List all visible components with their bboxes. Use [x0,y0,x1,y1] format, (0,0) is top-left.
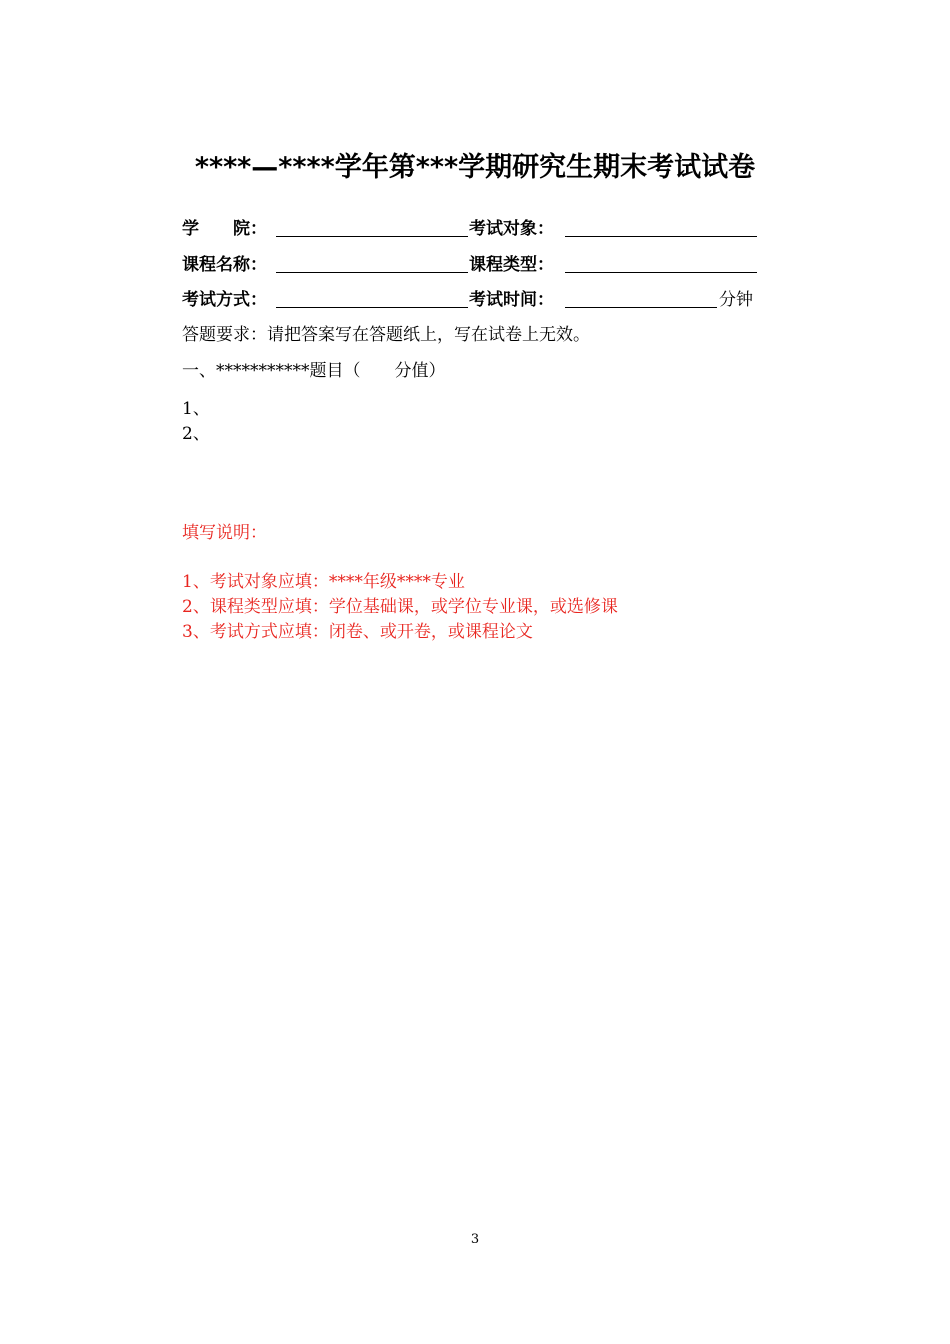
page-title: ****—****学年第***学期研究生期末考试试卷 [194,152,756,183]
notes-heading: 填写说明： [182,523,267,543]
section-heading: 一、***********题目（ 分值） [182,361,446,381]
page-number: 3 [470,1232,480,1247]
question-item: 1、 [182,399,210,419]
exam-target-label: 考试对象： [469,219,554,239]
answer-instruction: 答题要求：请把答案写在答题纸上，写在试卷上无效。 [182,325,590,345]
exam-method-blank[interactable] [276,307,468,308]
note-item: 3、考试方式应填：闭卷、或开卷，或课程论文 [182,622,533,642]
college-label: 学 院： [182,219,267,239]
exam-target-blank[interactable] [565,236,757,237]
course-name-label: 课程名称： [182,255,267,275]
course-type-blank[interactable] [565,272,757,273]
note-item: 2、课程类型应填：学位基础课，或学位专业课，或选修课 [182,597,618,617]
course-type-label: 课程类型： [469,255,554,275]
college-blank[interactable] [276,236,468,237]
course-name-blank[interactable] [276,272,468,273]
note-item: 1、考试对象应填：****年级****专业 [182,572,465,592]
question-item: 2、 [182,424,210,444]
exam-method-label: 考试方式： [182,290,267,310]
exam-time-blank[interactable] [565,307,717,308]
exam-time-unit: 分钟 [719,290,753,310]
exam-time-label: 考试时间： [469,290,554,310]
info-row-exam [182,285,762,315]
info-row-course [182,250,762,280]
info-row-college [182,214,762,244]
